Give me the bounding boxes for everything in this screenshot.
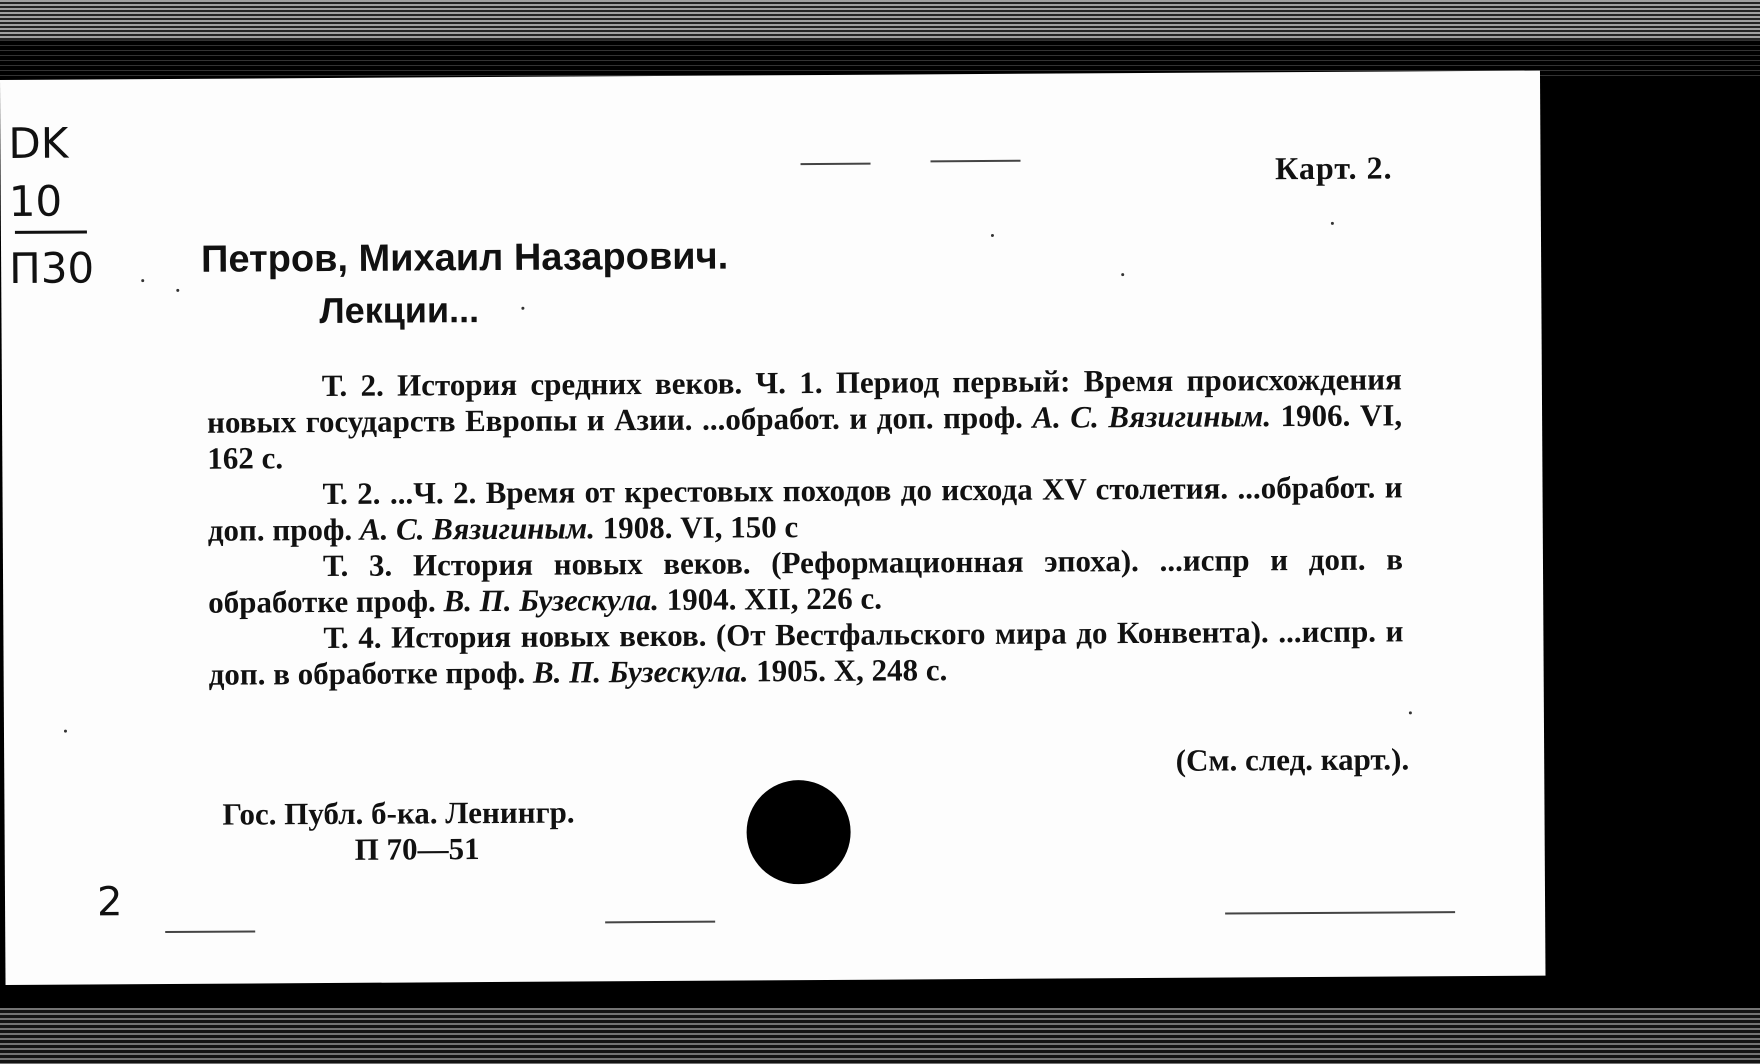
volume-entries xyxy=(207,361,1404,692)
scan-noise-line xyxy=(165,930,255,933)
scan-noise-dot xyxy=(521,307,524,310)
scan-border-top xyxy=(0,0,1760,40)
volume-entry xyxy=(207,361,1403,476)
punch-hole xyxy=(746,780,851,885)
shelf-mark-line-2: 10 xyxy=(8,176,63,226)
library-code: П 70—51 xyxy=(354,831,480,867)
see-next-card: (См. след. карт.). xyxy=(1175,741,1410,778)
entry-text: Т. 4. История новых веков. (От Вестфальского мира до Конвента). ...испр. и доп. в обработке проф. xyxy=(208,613,1404,692)
scan-noise-dot xyxy=(1409,711,1412,714)
scan-noise-line xyxy=(1225,911,1455,914)
library-name: Гос. Публ. б-ка. Ленингр. xyxy=(222,794,575,832)
scan-noise-dot xyxy=(141,279,144,282)
volume-entry xyxy=(208,613,1403,692)
author-heading: Петров, Михаил Назарович. xyxy=(200,235,729,281)
shelf-mark-line-1: DK xyxy=(8,118,69,168)
entry-editor: А. С. Вязигиным. xyxy=(1032,398,1272,435)
handwritten-mark: 2 xyxy=(96,879,123,926)
entry-imprint: 1904. XII, 226 с. xyxy=(658,580,883,617)
entry-text: Т. 3. История новых веков. (Реформационная эпоха). ...испр и доп. в обработке проф. xyxy=(208,541,1404,620)
volume-entry xyxy=(207,469,1402,548)
shelf-mark-rule xyxy=(15,230,87,233)
entry-imprint: 1906. VI, 162 с. xyxy=(207,397,1403,476)
entry-editor: В. П. Бузескула. xyxy=(443,581,660,619)
card-number: Карт. 2. xyxy=(1274,149,1393,187)
shelf-mark xyxy=(8,114,94,298)
scan-noise-line xyxy=(605,921,715,924)
scan-noise-dot xyxy=(991,234,994,237)
entry-text: Т. 2. История средних веков. Ч. 1. Период первый: Время происхождения новых государств Европы и Азии. ...обработ. и доп. проф. xyxy=(206,361,1402,440)
scan-noise-dot xyxy=(1331,222,1334,225)
catalog-card xyxy=(0,71,1545,985)
work-title: Лекции... xyxy=(319,289,480,332)
scan-noise-dot xyxy=(1121,273,1124,276)
scan-noise-dot xyxy=(176,289,179,292)
entry-imprint: 1908. VI, 150 с xyxy=(594,509,799,546)
entry-text: Т. 2. ...Ч. 2. Время от крестовых походов до исхода XV столетия. ...обработ. и доп. проф. xyxy=(207,469,1403,548)
scan-noise-dot xyxy=(64,730,67,733)
entry-editor: А. С. Вязигиным. xyxy=(359,510,596,547)
shelf-mark-line-3: П30 xyxy=(9,243,95,293)
scan-noise-line xyxy=(801,163,871,165)
scan-noise-line xyxy=(931,160,1021,163)
library-imprint xyxy=(222,795,575,869)
volume-entry xyxy=(208,541,1403,620)
entry-editor: В. П. Бузескула. xyxy=(532,653,749,690)
scan-border-bottom xyxy=(0,1008,1760,1064)
entry-imprint: 1905. X, 248 с. xyxy=(748,652,948,689)
